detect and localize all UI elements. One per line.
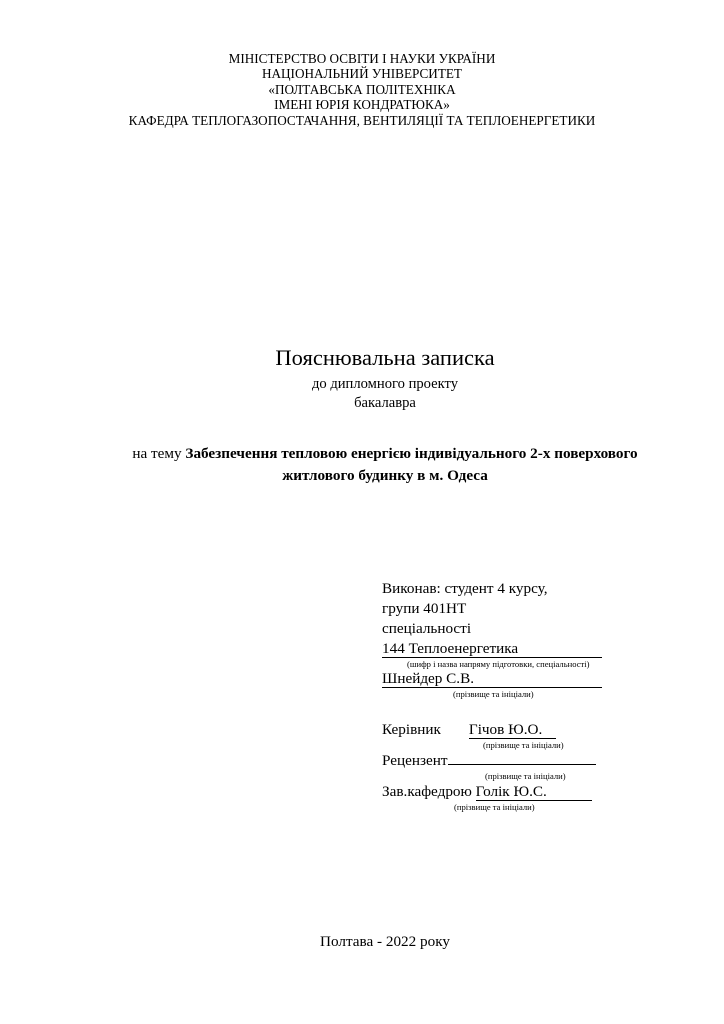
reviewer-blank (448, 764, 596, 765)
thesis-topic (60, 443, 710, 487)
author-group: групи 401НТ (382, 600, 467, 617)
head-row (382, 783, 712, 801)
supervisor-name: Гічов Ю.О. (469, 722, 556, 739)
supervisor-label: Керівник (382, 721, 441, 738)
university-name-line: «ПОЛТАВСЬКА ПОЛІТЕХНІКА (268, 81, 456, 97)
university-named-after-line: ІМЕНІ ЮРІЯ КОНДРАТЮКА» (274, 97, 450, 113)
topic-line-2: житлового будинку в м. Одеса (282, 467, 488, 484)
reviewer-row (382, 752, 712, 770)
topic-line-1: Забезпечення тепловою енергією індивідуального 2-х поверхового (185, 445, 638, 462)
department-line: КАФЕДРА ТЕПЛОГАЗОПОСТАЧАННЯ, ВЕНТИЛЯЦІЇ ТА ТЕПЛОЕНЕРГЕТИКИ (128, 112, 596, 128)
specialty-caption: (шифр і назва напряму підготовки, спеціальності) (407, 659, 590, 669)
head-label: Зав.кафедрою (382, 783, 472, 800)
reviewer-label: Рецензент (382, 752, 448, 769)
author-line-1: Виконав: студент 4 курсу, (382, 580, 548, 597)
head-caption: (прізвище та ініціали) (454, 802, 535, 812)
author-specialty-label: спеціальності (382, 620, 472, 637)
place-and-year: Полтава - 2022 року (320, 933, 450, 950)
supervisor-row (382, 721, 712, 739)
head-name: Голік Ю.С. (476, 784, 592, 801)
document-title: Пояснювальна записка (275, 345, 495, 370)
author-specialty: 144 Теплоенергетика (382, 641, 602, 658)
author-name-caption: (прізвище та ініціали) (453, 689, 534, 699)
reviewer-caption: (прізвище та ініціали) (485, 771, 566, 781)
author-name: Шнейдер С.В. (382, 671, 602, 688)
topic-prefix: на тему (132, 445, 186, 462)
university-line: НАЦІОНАЛЬНИЙ УНІВЕРСИТЕТ (261, 66, 462, 82)
ministry-line: МІНІСТЕРСТВО ОСВІТИ І НАУКИ УКРАЇНИ (228, 51, 496, 66)
document-subtitle: до дипломного проекту (311, 376, 459, 392)
document-degree: бакалавра (354, 395, 416, 411)
supervisor-caption: (прізвище та ініціали) (483, 740, 564, 750)
document-header (0, 51, 724, 128)
